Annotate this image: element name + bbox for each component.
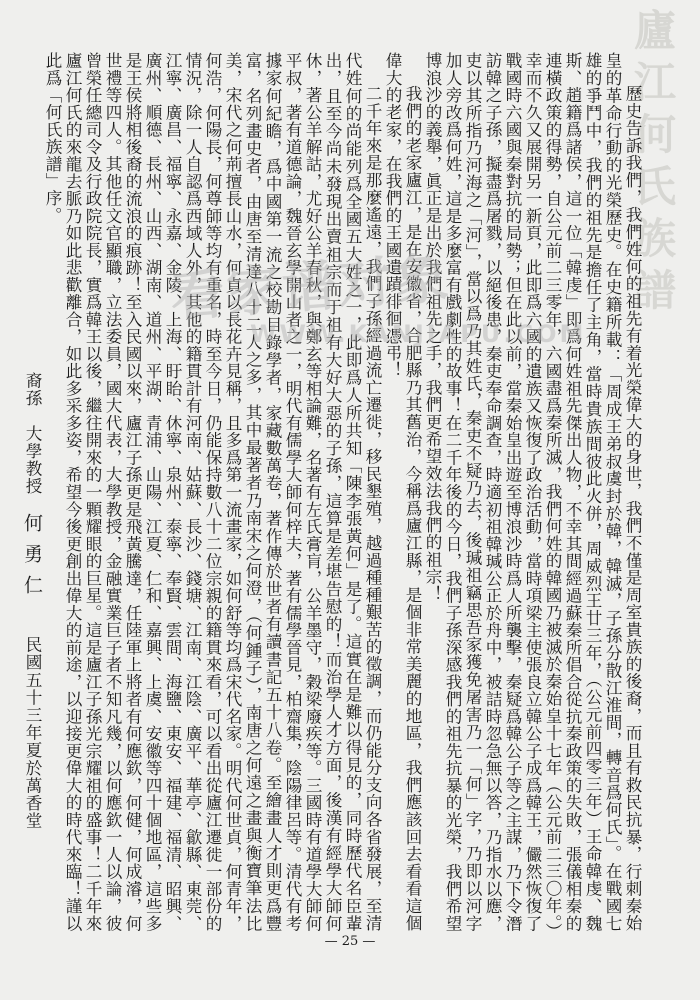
page-number: — 25 — [324,934,376,949]
watermark-text: 看家谱对象 [168,246,453,329]
paragraph-history: 歷史告訴我們，我們姓何的祖先有着光榮偉大的身世，我們不僅是周室貴族的後裔，而且有救民抗暴，行刺秦始皇的革命行動的光榮歷史。在史籍所載：「周成王弟叔虞封於韓，韓滅，子孫分散江淮間，轉音爲何氏」。在戰國七雄的爭鬥中，我們的祖先是擔任了主角，當時貴族間彼此火併，周威烈王廿三年，（公元前四零三年）王命韓虔、魏斯、趙籍爲諸侯，這一位「韓虔」即爲何姓祖先傑出人物，不幸其間經過蘇秦所倡合從抗秦政策的失敗，張儀相秦的連橫政策的得勢，自公元前二三零年，六國盡爲秦所滅，我們何姓的韓國乃被滅於秦始皇十七年（公元前二三〇年。）幸而不久又展開另一新頁，此即爲六國的遺族又恢復了政治活動，當時項梁主使張良立韓公子成爲韓王，儼然恢復了戰國時六國與秦對抗的局勢；但在此以前，當秦始皇出遊至博浪沙時爲人所襲擊，秦疑爲韓公子等之主謀，乃下令潛訪韓之子孫，擬盡爲屠戮，以絕後患，秦吏奉命調查，時適初祖韓瑊公正於舟中，被詰時忽急無以答，乃指水以應，吏以其所指乃河海之「河」，當以爲乃其姓氏，秦吏不疑乃去，後瑊祖竊思吾家獲免屠害乃一「何」字，乃即以河字加人旁改爲何姓，這是多麼富有戲劇性的故事！在二千年後的今日，我們子孫深感我們的祖先抗暴的光榮，我們希望博浪沙的義舉，眞正是出於我們祖先之手，我們更希望效法我們的祖宗！ [423,52,642,932]
paragraph-homeland: 我們的老家廬江，是在安徽省，合肥縣乃其舊治，今稱爲廬江縣，是個非常美麗的地區，我們應該回去看看這個偉大的老家，在我們的王國遺蹟徘徊憑弔！ [383,52,422,932]
signature-date: 民國五十三年夏於萬香堂 [23,635,42,830]
signature-prefix: 裔孫 大學教授 [23,372,42,496]
signature-line [22,52,42,932]
paragraph-lineage: 二千年來是那麼遙遠，我們子孫經過流亡遷徙，移民墾殖，越過種種艱苦的徵調，而仍能分支向各省發展，至清代姓何的尚能列爲全國五大姓之一，此即爲人所共知「陳李張黃何」是了。這實在是難以得見的，同時歷代名臣輩出，且至今尚未發現出賣祖宗而于祖有大好大惡的子孫，這算是差堪告慰的！而治學人才方面，後漢有經學大師何休，著公羊解詁，尤好公羊春秋，與鄭玄等相論難，名著有左氏膏肓，公羊墨守，穀梁廢疾等。三國時有道學大師何平叔，著有道德論，魏晉玄學開山者之一，明代有儒學大師何梓夫，著有儒學晉見，柏齋集，陰陽律呂等。清代有考據家何紀瞻，爲中國第一流之校勘目錄學者，家藏數萬卷，著作傳於世者有讀書記五十八卷。至繪畫人才則更爲豐富，名列畫史者，由唐至清達八十二人之多，其中最著者乃南宋之何澄，（何鍾子），南唐之何遠之畫與衡寶筆法比美，宋代之何荊擅長山水，何貞以長花卉見稱，且多爲第一流畫家，如何舒等均爲宋代名家。明代何世貞，何青年，何浩，何陽長，何尊師等均有重名，時至今日，仍能保持數八十二位宗親的籍貫來看，可以看出從廬江遷徙一部份的情況，除一人自認爲西域人外，其他的籍貫計有河南、姑蘇、長沙、錢塘、江南、江陰、廣平、華亭、歙縣、東莞、江寧、廣昌、福寧、永嘉、金陵、上海、盱眙、休寧、泉州、泰寧、奉賢、雲間、海鹽、東安、福建、福清、昭興、廣州、順德、長州、山西、湖南、道州、平湖、青浦、山陽、江夏、仁和、嘉興、上虞、安徽等四十個地區，這些多是王侯將相後裔的流浪的痕跡！至入民國以來，廬江子孫更是飛黃騰達，任陸軍上將者有何應欽，何健，何成濬，何世禮等四人。其他任文官顯職，立法委員，國大代表，大學教授，金融實業巨子者不知凡幾，以何應欽一人以論，彼曾榮任總司令及行政院院長，實爲韓王以後，繼往開來的一顆耀眼的巨星。這是廬江子孫光宗耀祖的盛事！二千年來廬江何氏的來龍去脈乃如此悲歡離合，如此多采多姿，希望今後更創出偉大的前途，以迎接更偉大的時代來臨！謹以此爲「何氏族譜」序。 [43,52,382,932]
signature-name: 何勇仁 [21,512,43,606]
preface-body [21,52,642,932]
watermark-url: WWW.KANJIAPU.COM [250,320,587,348]
faded-header-title: 廬江何氏族譜 [628,8,677,320]
